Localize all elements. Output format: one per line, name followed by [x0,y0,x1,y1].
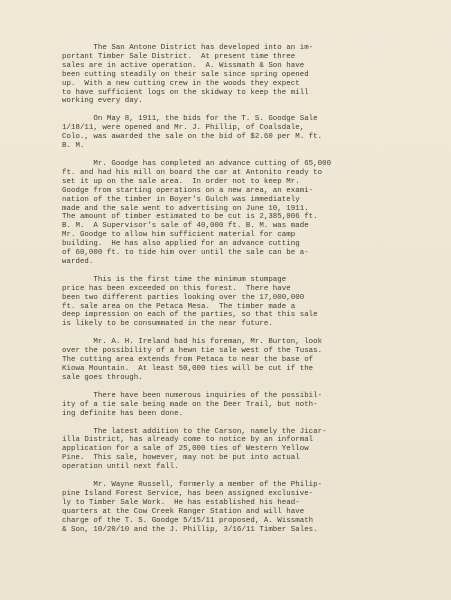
text-line: ing definite has been done. [62,409,184,418]
text-line: B. M. [62,142,85,151]
text-line: Kiowa Mountain. At least 50,000 ties will be cut if the [62,365,314,373]
text-line: There have been numerous inquiries of the possibil- [62,391,323,400]
text-line: ft. and had his mill on board the car at Antonito ready to [62,168,323,177]
text-line: building. He has also applied for an advance cutting [62,240,300,249]
text-line: working every day. [62,97,143,106]
paragraph [62,160,398,267]
paragraph [62,44,398,106]
text-line: Goodge from starting operations on a new area, an exami- [62,186,314,195]
paragraph [62,428,398,473]
text-line: deep impression on each of the parties, so that this sale [62,311,318,320]
text-line: quarters at the Cow Creek Ranger Station and will have [62,507,305,516]
text-line: is likely to be consummated in the near future. [62,320,273,329]
paragraph [62,115,398,151]
text-line: up. With a new cutting crew in the woods they expect [62,79,300,88]
paragraph [62,392,398,419]
text-line: ity of a tie sale being made on the Deer Trail, but noth- [62,400,318,409]
text-line: Colo., was awarded the sale on the bid of $2.60 per M. ft. [62,133,323,142]
text-line: sales are in active operation. A. Wissmath & Son have [62,61,305,70]
text-line: ft. sale area on the Petaca Mesa. The timber made a [62,302,296,311]
text-line: This is the first time the minimum stumpage [62,275,287,284]
text-line: illa District, has already come to notice by an informal [62,436,314,445]
typed-document-body [62,44,398,544]
text-line: operation until next fall. [62,463,179,472]
text-line: sale goes through. [62,373,143,382]
text-line: charge of the T. S. Goodge 5/15/11 proposed, A. Wissmath [62,516,314,525]
text-line: The amount of timber estimated to be cut is 2,385,006 ft. [62,213,318,222]
text-line: pine Island Forest Service, has been assigned exclusive- [62,489,314,498]
text-line: made and the sale went to advertising on June 10, 1911. [62,204,309,213]
text-line: been two different parties looking over the 17,000,000 [62,293,305,302]
text-line: The San Antone District has developed into an im- [62,44,314,52]
text-line: The cutting area extends from Petaca to near the base of [62,356,314,365]
text-line: portant Timber Sale District. At present time three [62,52,296,61]
text-line: Mr. A. H. Ireland had his foreman, Mr. Burton, look [62,338,323,347]
text-line: to have sufficient logs on the skidway to keep the mill [62,88,309,97]
text-line: set it up on the sale area. In order not to keep Mr. [62,177,300,186]
text-line: On May 8, 1911, the bids for the T. S. Goodge Sale [62,115,318,124]
text-line: price has been exceeded on this forest. There have [62,284,291,293]
text-line: application for a sale of 25,000 ties of Western Yellow [62,445,309,454]
text-line: Mr. Goodge to allow him sufficient material for camp [62,231,296,240]
text-line: Mr. Wayne Russell, formerly a member of the Philip- [62,481,323,490]
text-line: Mr. Goodge has completed an advance cutting of 65,000 [62,159,332,168]
text-line: The latest addition to the Carson, namely the Jicar- [62,427,327,436]
text-line: been cutting steadily on their sale since spring opened [62,70,309,79]
paragraph [62,338,398,383]
text-line: nation of the timber in Boyer's Gulch was immediately [62,195,300,204]
text-line: ly to Timber Sale Work. He has established his head- [62,498,300,507]
text-line: over the possibility of a hewn tie sale west of the Tusas. [62,347,323,356]
text-line: B. M. A Supervisor's sale of 40,000 ft. B. M. was made [62,222,309,231]
paragraph [62,481,398,534]
text-line: Pine. This sale, however, may not be put into actual [62,454,300,463]
text-line: 1/18/11, were opened and Mr. J. Phillip, of Coalsdale, [62,124,305,133]
paragraph [62,276,398,329]
text-line: warded. [62,257,94,266]
text-line: & Son, 10/20/10 and the J. Phillip, 3/16/11 Timber Sales. [62,525,318,534]
text-line: of 60,000 ft. to tide him over until the sale can be a- [62,249,309,258]
